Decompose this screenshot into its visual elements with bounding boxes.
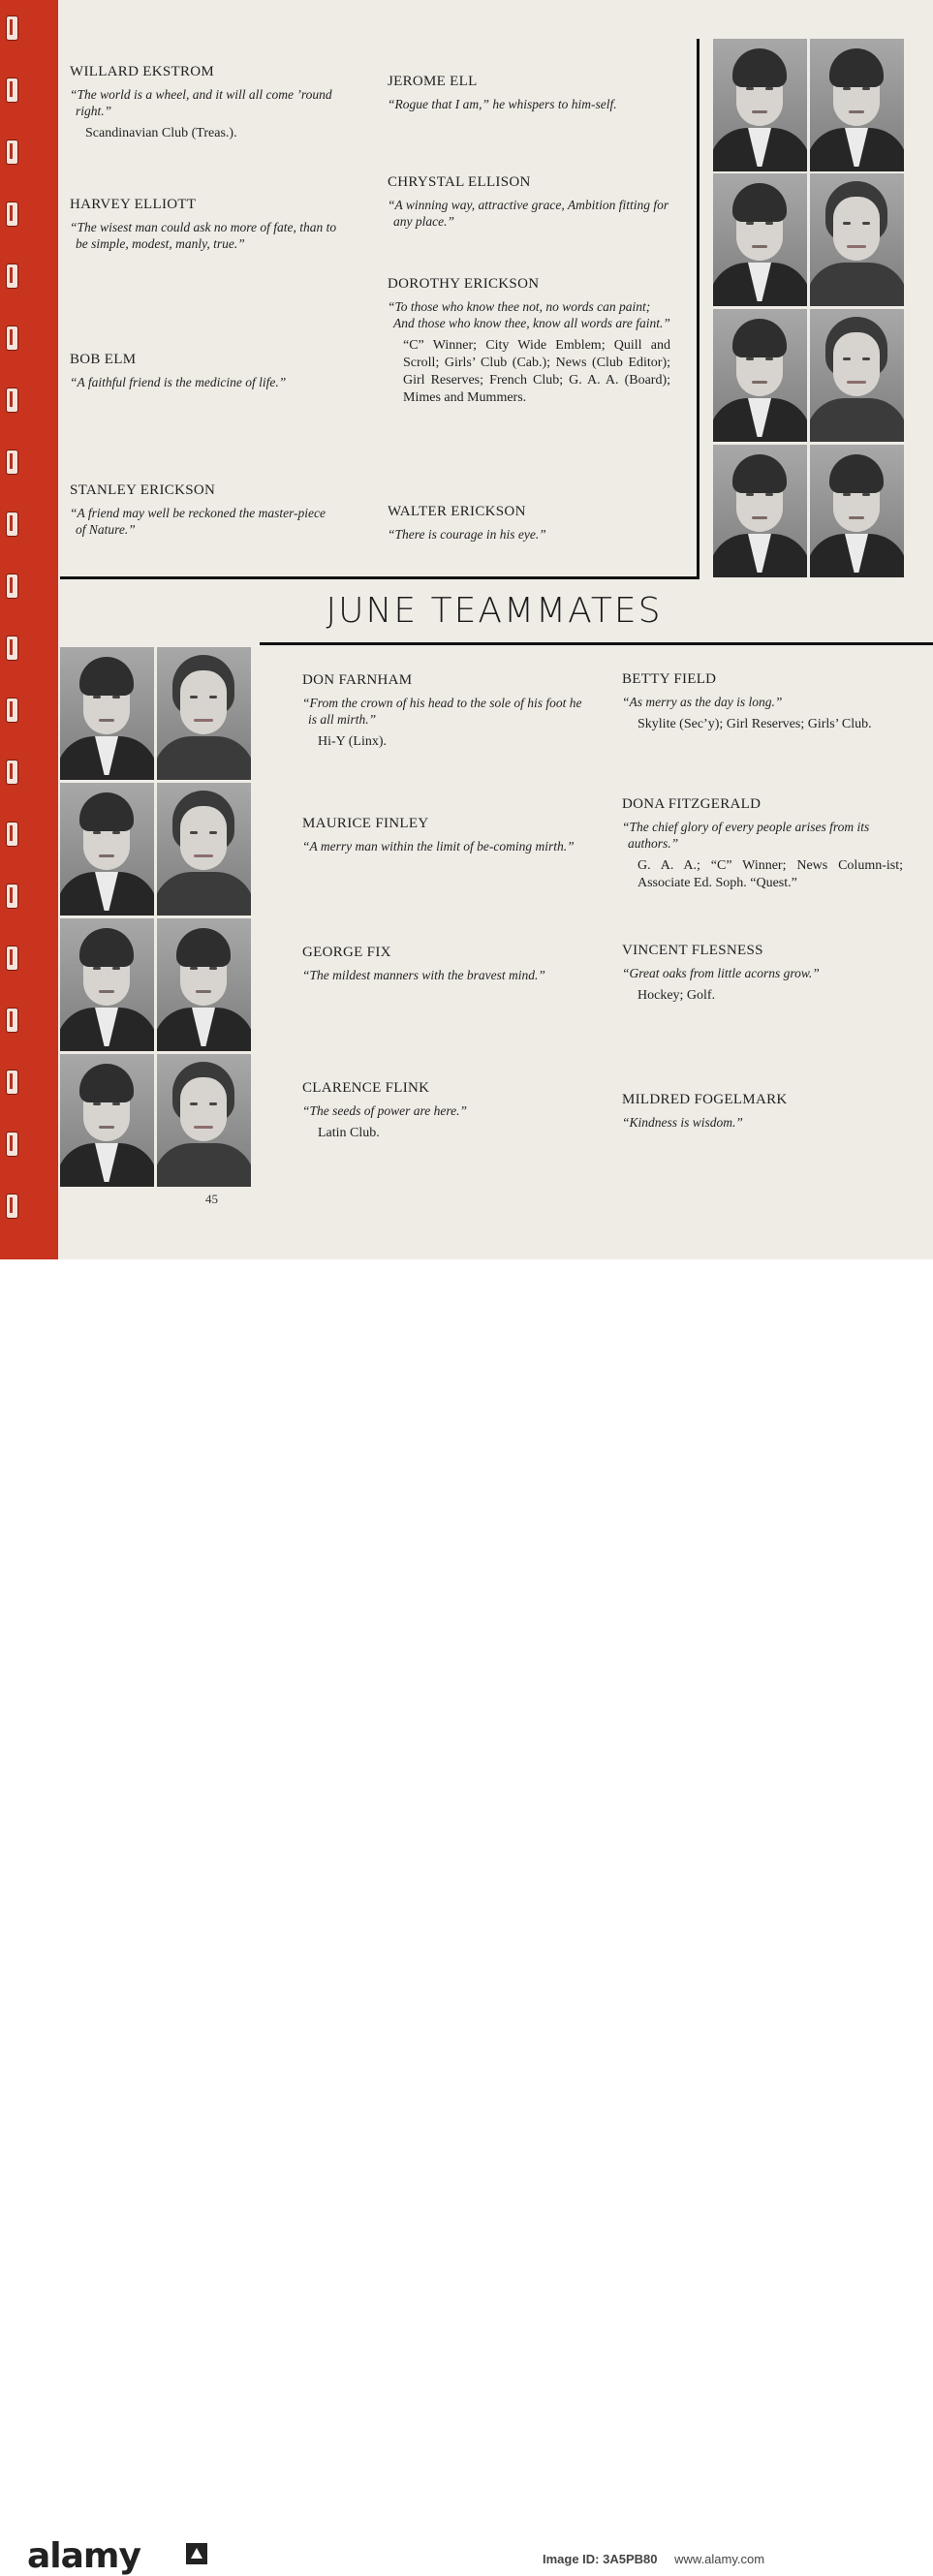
entry-george-fix — [302, 945, 578, 989]
entry-dorothy-erickson — [388, 276, 670, 407]
entry-clarence-flink — [302, 1080, 578, 1142]
binding-ring — [6, 140, 18, 165]
binding-ring — [6, 1070, 18, 1095]
portrait-photo — [157, 1054, 251, 1187]
binding-ring — [6, 1132, 18, 1157]
student-name: HARVEY ELLIOTT — [70, 197, 197, 212]
student-quote: “A faithful friend is the medicine of life.” — [70, 375, 287, 389]
student-activities: Scandinavian Club (Treas.). — [85, 126, 237, 140]
portrait-photo — [810, 445, 904, 577]
portrait-photo — [157, 647, 251, 780]
entry-jerome-ell — [388, 74, 670, 118]
entry-stanley-erickson — [70, 482, 336, 543]
student-name: MILDRED FOGELMARK — [622, 1092, 788, 1107]
site-url: www.alamy.com — [674, 2552, 765, 2566]
student-name: DON FARNHAM — [302, 672, 413, 688]
student-quote: “The world is a wheel, and it will all come ’round right.” — [70, 87, 332, 118]
binding-ring — [6, 1008, 18, 1033]
student-name: DONA FITZGERALD — [622, 796, 762, 812]
binding-ring — [6, 698, 18, 723]
alamy-mark-icon — [186, 2543, 207, 2564]
yearbook-page — [0, 0, 933, 1259]
student-quote: “Rogue that I am,” he whispers to him-self. — [388, 97, 617, 111]
student-activities: Skylite (Sec’y); Girl Reserves; Girls’ Club. — [638, 717, 872, 731]
binding-ring — [6, 388, 18, 413]
binding-ring — [6, 512, 18, 537]
binding-ring — [6, 450, 18, 475]
alamy-logo: alamy — [27, 2536, 140, 2576]
student-quote: “The seeds of power are here.” — [302, 1103, 467, 1118]
portrait-photo — [60, 1054, 154, 1187]
entry-betty-field — [622, 671, 903, 733]
portrait-photo — [713, 309, 807, 442]
binding-ring — [6, 202, 18, 227]
student-activities: Hockey; Golf. — [638, 988, 716, 1003]
spiral-binding — [0, 0, 58, 1259]
student-quote: “The mildest manners with the bravest mind.” — [302, 968, 545, 982]
section-heading: JUNE TEAMMATES — [326, 591, 663, 631]
horizontal-rule-bottom — [260, 642, 933, 645]
entry-harvey-elliott — [70, 197, 341, 258]
stock-footer — [0, 1259, 933, 2576]
student-name: GEORGE FIX — [302, 945, 391, 960]
student-name: STANLEY ERICKSON — [70, 482, 216, 498]
student-quote: “The chief glory of every people arises from its authors.” — [622, 820, 870, 851]
binding-ring — [6, 822, 18, 847]
entry-willard-ekstrom — [70, 64, 341, 142]
student-quote: “A merry man within the limit of be-coming mirth.” — [302, 839, 575, 853]
footer-info — [543, 2552, 764, 2566]
portrait-photo — [157, 918, 251, 1051]
binding-ring — [6, 78, 18, 103]
student-quote: “Great oaks from little acorns grow.” — [622, 966, 820, 980]
student-activities: Hi-Y (Linx). — [318, 734, 388, 749]
student-name: WILLARD EKSTROM — [70, 64, 215, 79]
student-name: CHRYSTAL ELLISON — [388, 174, 531, 190]
entry-don-farnham — [302, 672, 585, 751]
portrait-photo — [810, 309, 904, 442]
student-name: CLARENCE FLINK — [302, 1080, 430, 1096]
portrait-photo — [157, 783, 251, 916]
student-quote: “A friend may well be reckoned the master-piece of Nature.” — [70, 506, 327, 537]
student-name: WALTER ERICKSON — [388, 504, 526, 519]
page-number: 45 — [205, 1192, 218, 1206]
entry-walter-erickson — [388, 504, 670, 548]
student-quote: “Kindness is wisdom.” — [622, 1115, 743, 1130]
portrait-photo — [810, 173, 904, 306]
portrait-photo — [810, 39, 904, 171]
portrait-photo — [713, 445, 807, 577]
binding-ring — [6, 16, 18, 41]
vertical-rule-top — [697, 39, 700, 579]
student-name: MAURICE FINLEY — [302, 816, 429, 831]
binding-ring — [6, 636, 18, 661]
student-name: BOB ELM — [70, 352, 137, 367]
student-name: DOROTHY ERICKSON — [388, 276, 540, 292]
student-activities: Latin Club. — [318, 1126, 380, 1140]
entry-mildred-fogelmark — [622, 1092, 903, 1136]
portrait-photo — [60, 918, 154, 1051]
entry-dona-fitzgerald — [622, 796, 903, 892]
binding-ring — [6, 574, 18, 599]
student-quote: “A winning way, attractive grace, Ambition fitting for any place.” — [388, 198, 669, 229]
binding-ring — [6, 884, 18, 909]
student-name: BETTY FIELD — [622, 671, 717, 687]
binding-ring — [6, 760, 18, 785]
binding-ring — [6, 326, 18, 351]
binding-ring — [6, 1194, 18, 1219]
student-quote: “As merry as the day is long.” — [622, 695, 783, 709]
student-quote: “To those who know thee not, no words can paint; And those who know thee, know all words are faint.” — [388, 299, 670, 330]
entry-maurice-finley — [302, 816, 578, 860]
portrait-photo — [60, 783, 154, 916]
student-activities: “C” Winner; City Wide Emblem; Quill and Scroll; Girls’ Club (Cab.); News (Club Editor); Girl Reserves; French Club; G. A. A. (Board); Mimes and Mummers. — [403, 338, 670, 405]
binding-ring — [6, 946, 18, 971]
portrait-photo — [713, 39, 807, 171]
horizontal-rule-top — [60, 576, 700, 579]
entry-chrystal-ellison — [388, 174, 670, 235]
student-quote: “From the crown of his head to the sole of his foot he is all mirth.” — [302, 696, 582, 727]
student-activities: G. A. A.; “C” Winner; News Column-ist; Associate Ed. Soph. “Quest.” — [638, 858, 903, 890]
image-id-label: Image ID: 3A5PB80 — [543, 2552, 658, 2566]
student-quote: “There is courage in his eye.” — [388, 527, 546, 542]
entry-vincent-flesness — [622, 943, 903, 1005]
student-name: VINCENT FLESNESS — [622, 943, 763, 958]
entry-bob-elm — [70, 352, 360, 396]
student-name: JEROME ELL — [388, 74, 478, 89]
binding-ring — [6, 264, 18, 289]
portrait-photo — [60, 647, 154, 780]
student-quote: “The wisest man could ask no more of fate, than to be simple, modest, manly, true.” — [70, 220, 337, 251]
portrait-photo — [713, 173, 807, 306]
